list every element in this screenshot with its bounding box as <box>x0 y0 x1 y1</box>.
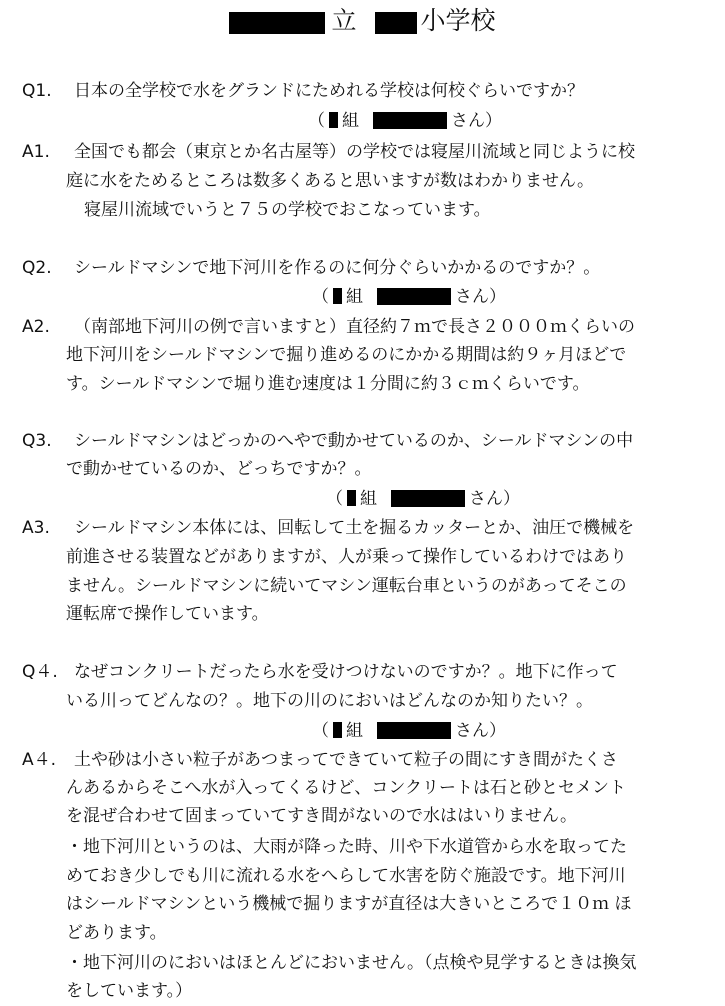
question-label: Q3. <box>22 431 52 451</box>
answer-label: A2. <box>22 317 50 337</box>
answer-text: 全国でも都会（東京とか名古屋等）の学校では寝屋川流域と同じように校 <box>74 142 635 162</box>
answer-line: 運転席で操作しています。 <box>66 604 269 624</box>
answer-line: ・地下河川のにおいはほとんどにおいません。（点検や見学するときは換気 <box>66 953 637 973</box>
redacted-block <box>329 112 338 128</box>
asker-line: （ 組 さん） <box>312 721 506 741</box>
question-text: シールドマシンで地下河川を作るのに何分ぐらいかかるのですか？。 <box>74 258 601 278</box>
answer-4 <box>22 749 618 771</box>
question-4 <box>22 661 618 683</box>
question-label: Q1. <box>22 81 52 101</box>
answer-text: シールドマシン本体には、回転して土を掘るカッターとか、油圧で機械を <box>74 518 635 538</box>
answer-line: めておき少しでも川に流れる水をへらして水害を防ぐ施設です。地下河川 <box>66 866 626 886</box>
question-line: いる川ってどんなの？。地下の川のにおいはどんなのか知りたい？。 <box>66 691 593 711</box>
redacted-block <box>377 722 451 739</box>
answer-line: 庭に水をためるところは数多くあると思いますが数はわかりません。 <box>66 171 595 191</box>
question-text: 日本の全学校で水をグランドにためれる学校は何校ぐらいですか？ <box>74 81 584 101</box>
asker-line: （ 組 さん） <box>312 287 506 307</box>
question-label: Q４. <box>22 662 58 682</box>
redacted-block <box>375 12 417 34</box>
answer-label: A４. <box>22 750 57 770</box>
redacted-block <box>229 12 325 34</box>
answer-1 <box>22 141 635 163</box>
redacted-block <box>377 288 451 305</box>
answer-line: 寝屋川流域でいうと７５の学校でおこなっています。 <box>84 200 491 220</box>
answer-line: す。シールドマシンで堀り進む速度は１分間に約３ｃｍくらいです。 <box>66 374 590 394</box>
answer-3 <box>22 517 634 539</box>
title-school-suffix: 小学校 <box>420 6 496 35</box>
redacted-block <box>391 490 465 507</box>
asker-line: （ 組 さん） <box>308 111 502 131</box>
redacted-block <box>347 490 356 506</box>
answer-label: A3. <box>22 518 50 538</box>
question-label: Q2. <box>22 258 52 278</box>
question-text: なぜコンクリートだったら水を受けつけないのですか？。地下に作って <box>74 662 618 682</box>
answer-text: 土や砂は小さい粒子があつまってできていて粒子の間にすき間がたくさ <box>74 750 618 770</box>
answer-line: を混ぜ合わせて固まっていてすき間がないので水ははいりません。 <box>66 806 578 826</box>
question-3 <box>22 430 633 452</box>
answer-2 <box>22 316 635 338</box>
question-2 <box>22 257 600 279</box>
answer-line: ・地下河川というのは、大雨が降った時、川や下水道管から水を取ってた <box>66 837 627 857</box>
school-title <box>0 4 725 38</box>
answer-line: 前進させる装置などがありますが、人が乗って操作しているわけではあり <box>66 547 627 567</box>
question-text: シールドマシンはどっかのへやで動かせているのか、シールドマシンの中 <box>74 431 634 451</box>
answer-line: んあるからそこへ水が入ってくるけど、コンクリートは石と砂とセメント <box>66 778 626 798</box>
redacted-block <box>333 288 342 304</box>
answer-line: はシールドマシンという機械で掘りますが直径は大きいところで１０ｍ ほ <box>66 894 632 914</box>
question-1 <box>22 80 584 102</box>
answer-line: ません。シールドマシンに続いてマシン運転台車というのがあってそこの <box>66 576 627 596</box>
title-ritsu: 立 <box>331 6 357 35</box>
redacted-block <box>333 722 342 738</box>
answer-text: （南部地下河川の例で言いますと）直径約７ｍで長さ２０００ｍくらいの <box>74 317 635 337</box>
answer-line: をしています。） <box>66 981 193 1001</box>
redacted-block <box>373 112 447 129</box>
answer-line: 地下河川をシールドマシンで掘り進めるのにかかる期間は約９ヶ月ほどで <box>66 345 627 365</box>
asker-line: （ 組 さん） <box>326 489 520 509</box>
question-line: で動かせているのか、どっちですか？。 <box>66 459 372 479</box>
answer-label: A1. <box>22 142 50 162</box>
answer-line: どあります。 <box>66 923 167 943</box>
